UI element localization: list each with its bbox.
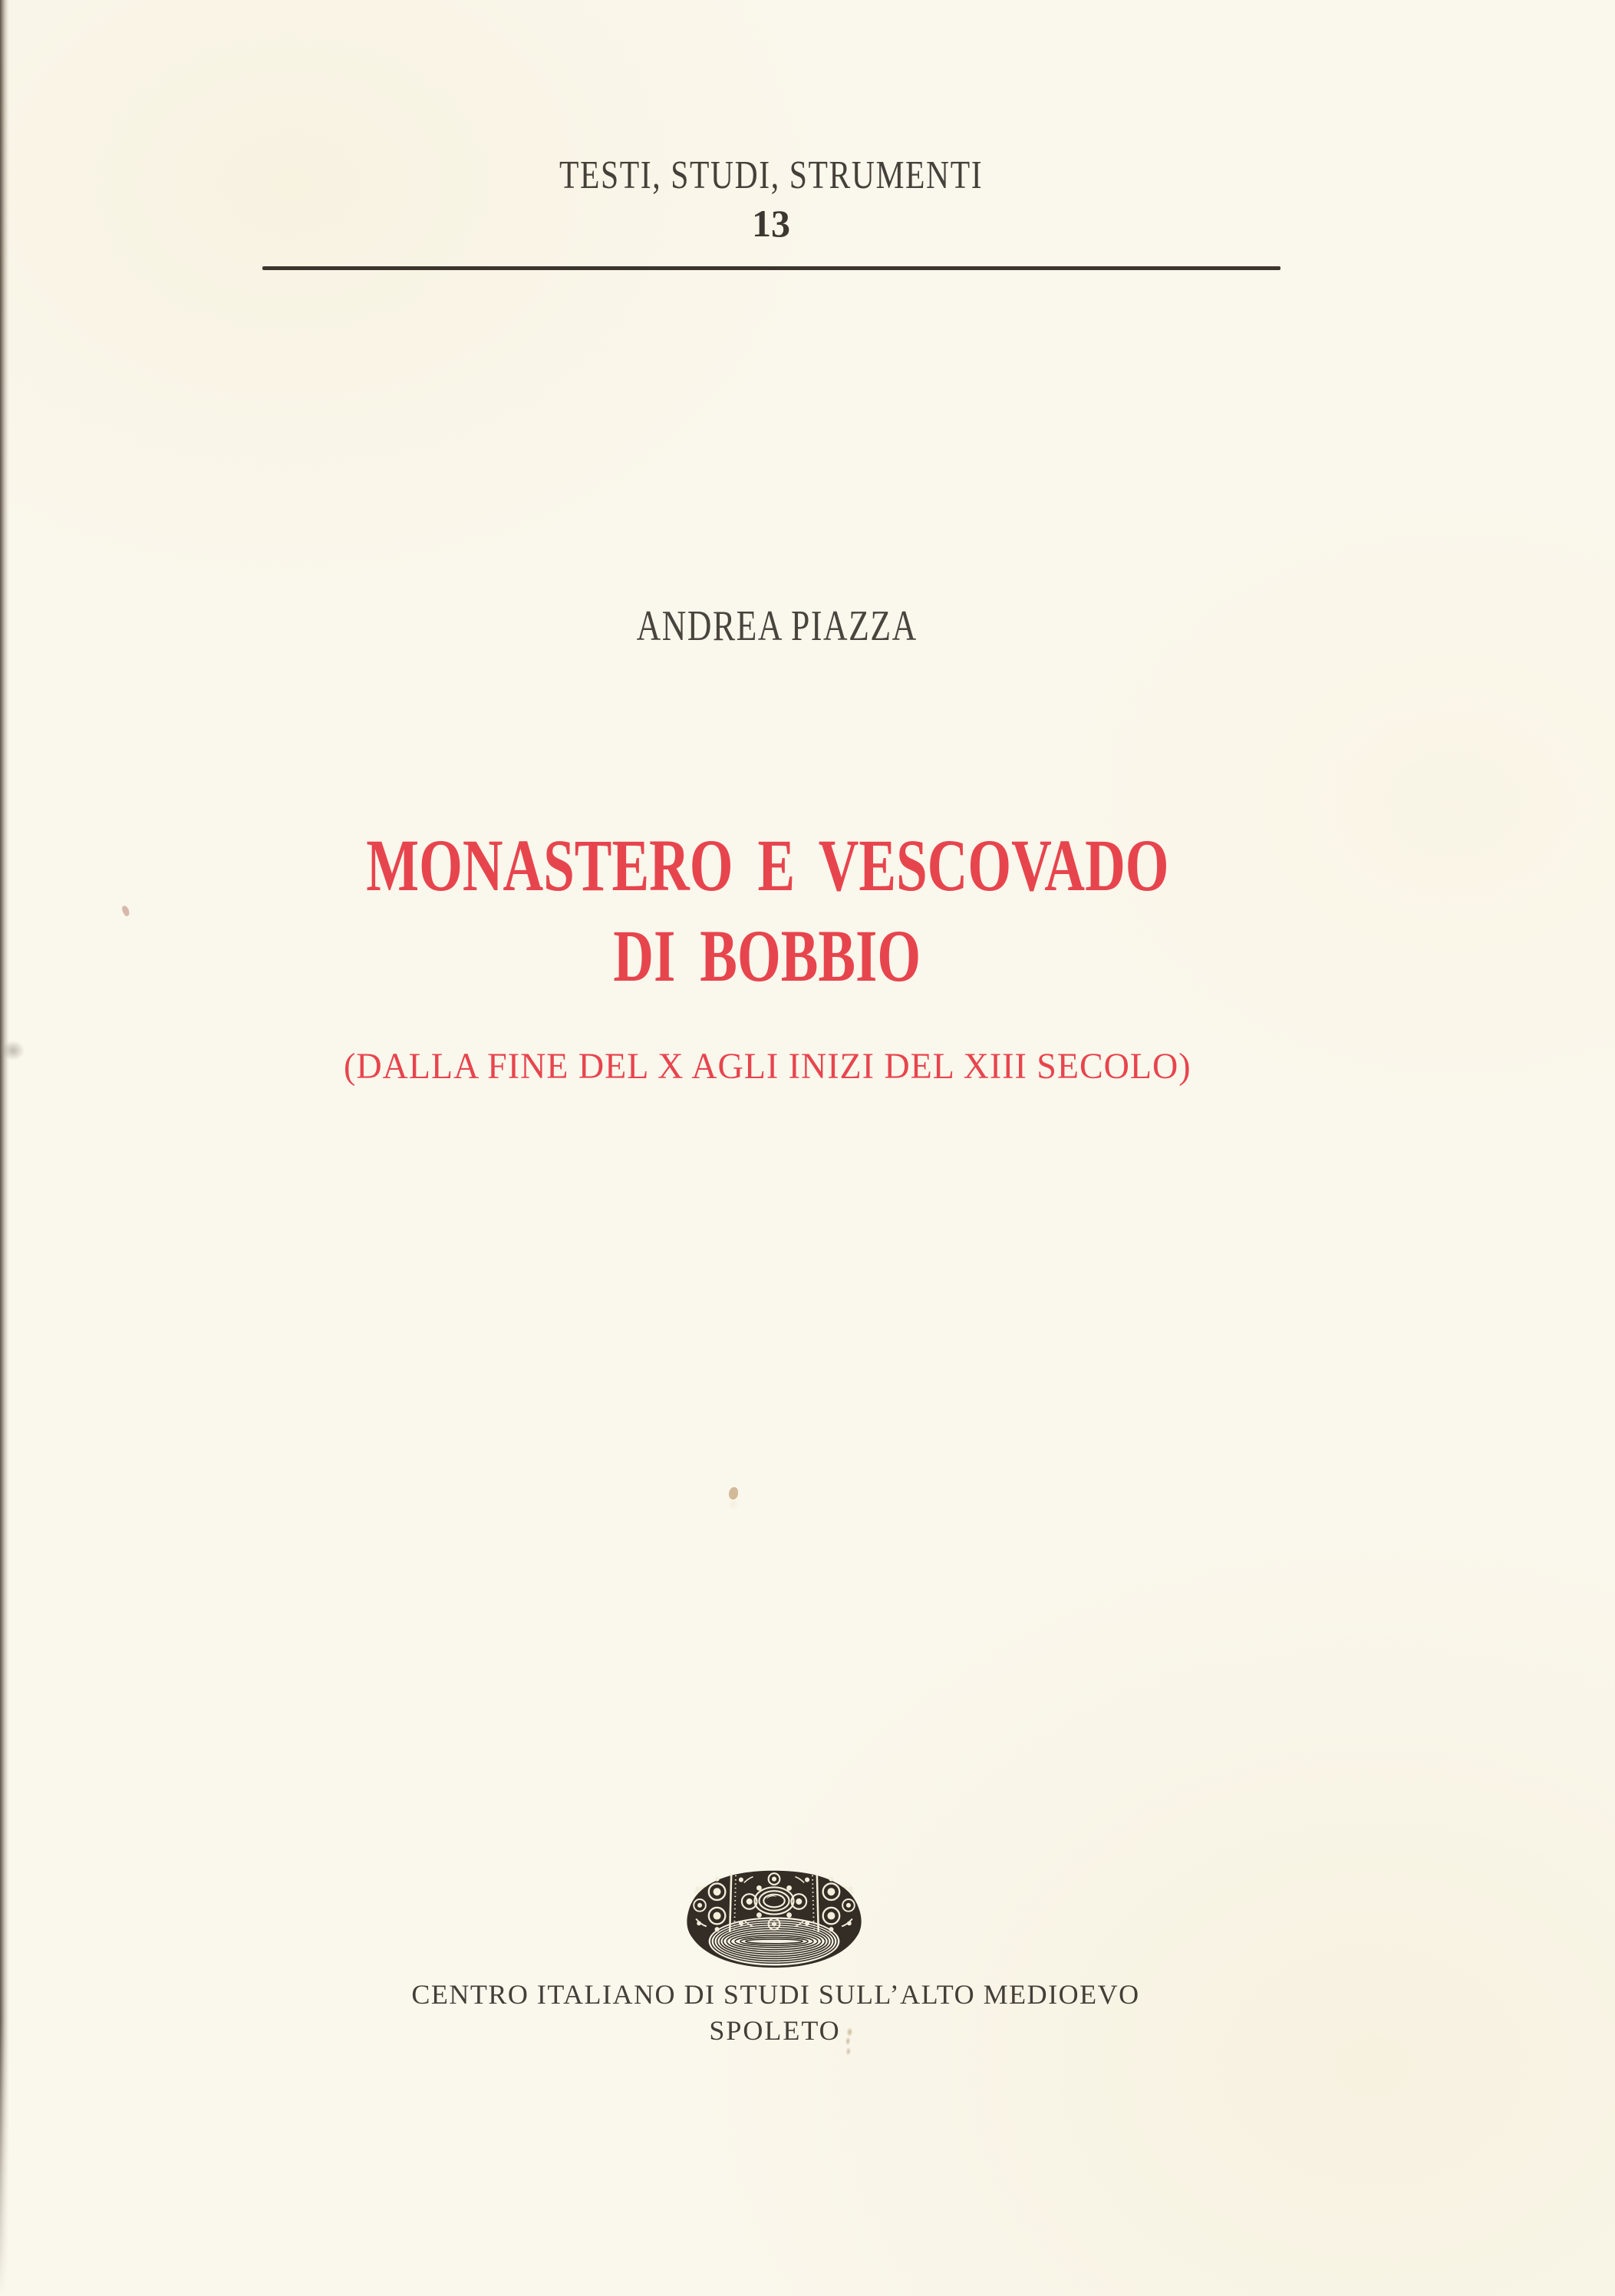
scan-speck: [120, 905, 130, 917]
horizontal-rule: [262, 266, 1280, 270]
series-title-text: TESTI, STUDI, STRUMENTI: [559, 153, 984, 197]
book-title-line-2-text: DI BOBBIO: [613, 915, 921, 997]
book-title-line-2: [0, 915, 1534, 997]
jeweled-ring-emblem-icon: [683, 1863, 865, 1972]
paper-fleck: [729, 1487, 738, 1499]
author-name: [0, 602, 1554, 650]
book-subtitle: [0, 1048, 1534, 1085]
publisher-name-text: CENTRO ITALIANO DI STUDI SULL’ALTO MEDIOEVO: [411, 1979, 1140, 2010]
book-subtitle-text: (DALLA FINE DEL X AGLI INIZI DEL XIII SECOLO): [343, 1046, 1191, 1087]
author-name-text: ANDREA PIAZZA: [636, 602, 918, 650]
publisher-name: [0, 1981, 1551, 2008]
scan-edge-shadow: [0, 0, 9, 2296]
book-title-line-1-text: MONASTERO E VESCOVADO: [365, 824, 1169, 906]
series-number: 13: [752, 202, 790, 245]
series-title: [0, 153, 1542, 197]
scan-smudge: [2, 1041, 25, 1061]
book-title-line-1: [0, 824, 1534, 906]
publisher-city: SPOLETO: [709, 2015, 841, 2046]
